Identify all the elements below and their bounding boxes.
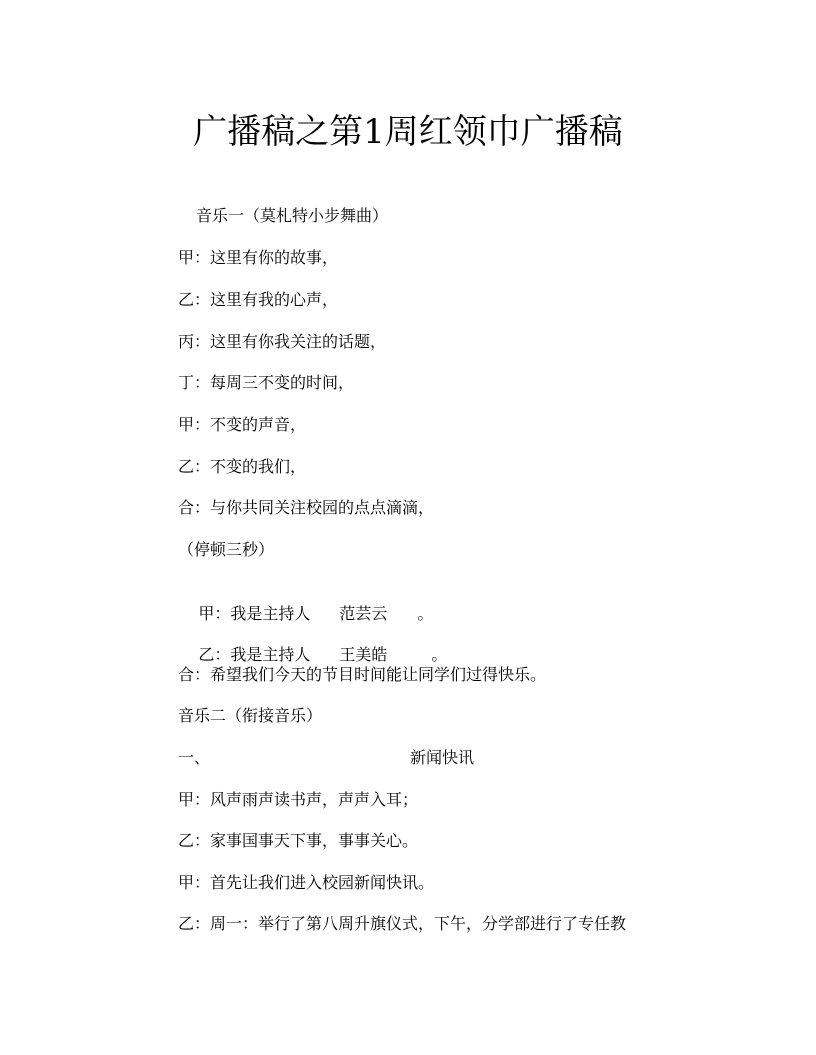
section-number: 一、: [178, 748, 211, 767]
host-end: 。: [431, 645, 448, 664]
text-line: 丙：这里有你我关注的话题，: [178, 332, 387, 351]
document-title: 广播稿之第1周红领巾广播稿: [193, 112, 623, 152]
host-prefix: 甲：我是主持人: [198, 604, 311, 623]
host-end: 。: [417, 604, 434, 623]
host-name: 范芸云: [339, 604, 388, 623]
text-line: 合：与你共同关注校园的点点滴滴，: [178, 498, 435, 517]
text-line: 音乐一（莫札特小步舞曲）: [196, 206, 389, 225]
text-line: 合：希望我们今天的节目时间能让同学们过得快乐。: [178, 665, 547, 684]
host-name: 王美皓: [339, 645, 388, 664]
host-prefix: 乙：我是主持人: [198, 645, 311, 664]
text-line: 乙：家事国事天下事，事事关心。: [178, 831, 419, 850]
text-line: 甲：风声雨声读书声，声声入耳；: [178, 790, 419, 809]
text-line: 乙：不变的我们，: [178, 457, 307, 476]
text-line: 甲：不变的声音，: [178, 415, 307, 434]
text-line: 甲：这里有你的故事，: [178, 248, 339, 267]
text-line: 甲：首先让我们进入校园新闻快讯。: [178, 873, 435, 892]
text-line: 乙：周一：举行了第八周升旗仪式，下午，分学部进行了专任教: [178, 914, 627, 933]
text-line: 乙：这里有我的心声，: [178, 290, 339, 309]
section-heading: 新闻快讯: [410, 748, 475, 767]
text-line: 音乐二（衔接音乐）: [178, 706, 323, 725]
text-line: 丁：每周三不变的时间，: [178, 373, 355, 392]
text-line: （停顿三秒）: [178, 540, 275, 559]
